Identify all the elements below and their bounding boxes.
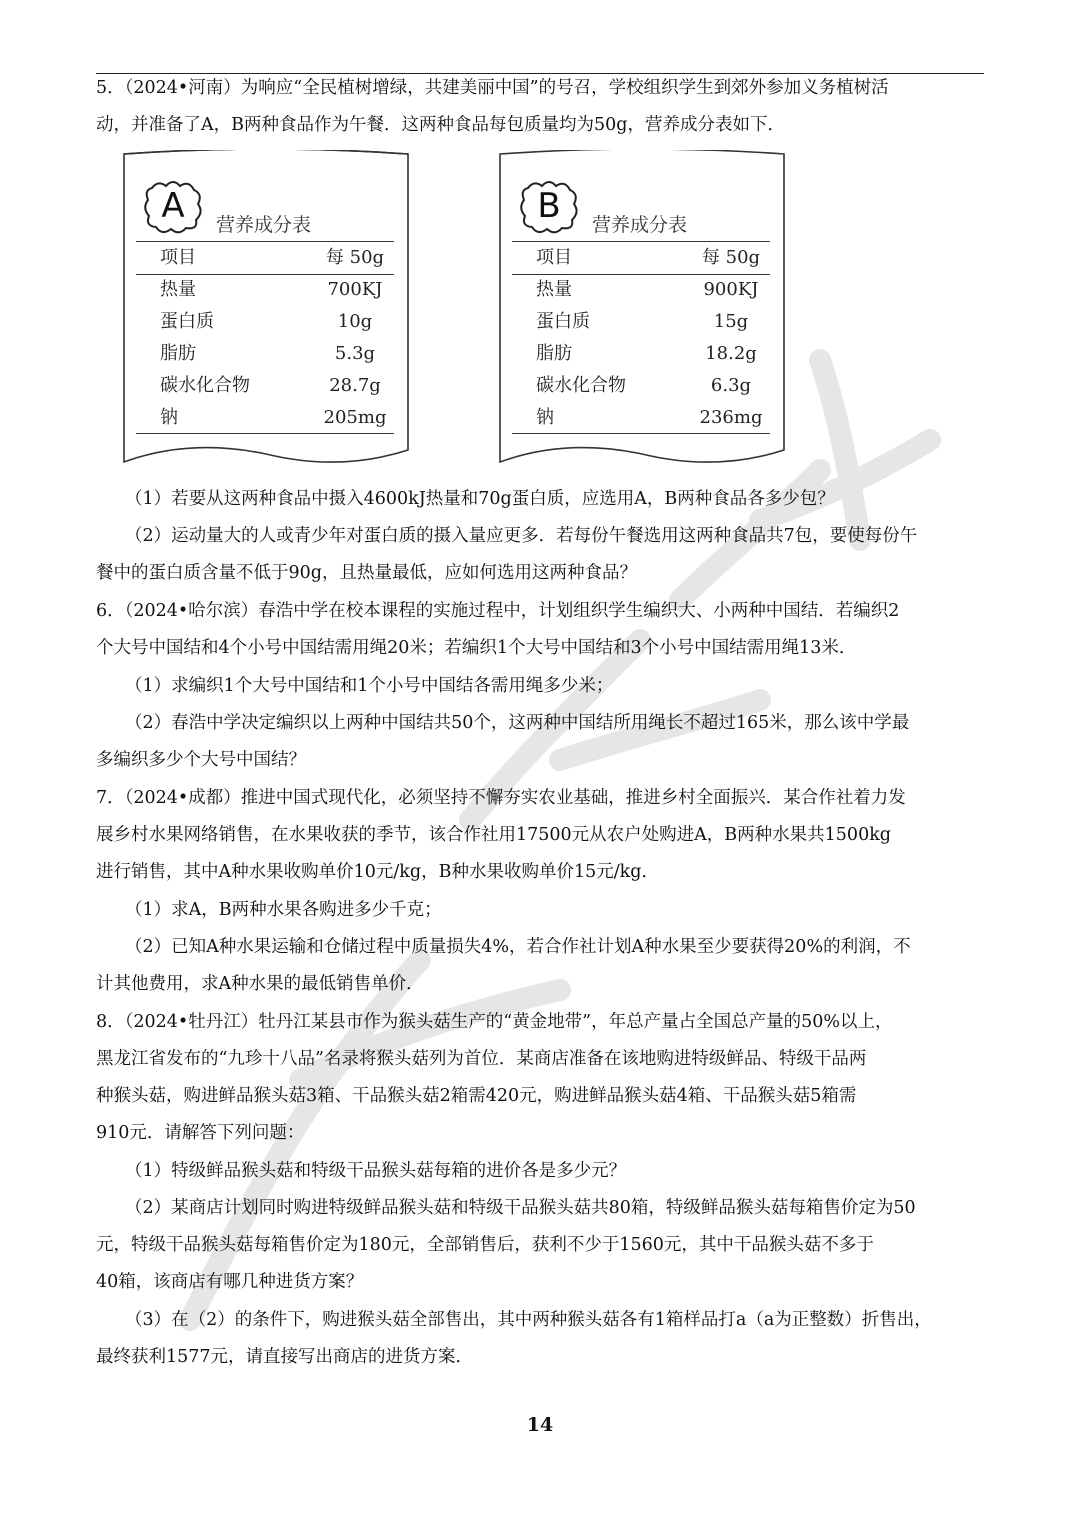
q8-sub2-line3: 40箱，该商店有哪几种进货方案？ [96, 1272, 364, 1292]
q8-line4: 910元．请解答下列问题： [96, 1123, 305, 1143]
q8-sub2-line2: 元，特级干品猴头菇每箱售价定为180元，全部销售后，获利不少于1560元，其中干品猴头菇不多于 [96, 1235, 874, 1255]
q6-sub2-line1: （2）春浩中学决定编织以上两种中国结共50个，这两种中国结所用绳长不超过165米，那么该中学最 [125, 713, 910, 733]
header-value: 每 50g [325, 247, 385, 268]
q6-line1: 6．（2024•哈尔滨）春浩中学在校本课程的实施过程中，计划组织学生编织大、小两种中国结．若编织2 [96, 601, 900, 621]
q5-sub2-line1: （2）运动量大的人或青少年对蛋白质的摄入量应更多．若每份午餐选用这两种食品共7包，要使每份午 [125, 526, 918, 546]
q7-sub2-line1: （2）已知A种水果运输和仓储过程中质量损失4%，若合作社计划A种水果至少要获得20%的利润，不 [125, 937, 911, 957]
card-rule [512, 241, 770, 242]
card-title: 营养成分表 [216, 214, 312, 236]
row-value: 10g [337, 311, 373, 332]
top-rule [96, 73, 984, 74]
row-value: 700KJ [327, 279, 383, 300]
row-value: 900KJ [703, 279, 759, 300]
q8-line3: 种猴头菇，购进鲜品猴头菇3箱、干品猴头菇2箱需420元，购进鲜品猴头菇4箱、干品猴头菇5箱需 [96, 1086, 857, 1106]
q6-line2: 个大号中国结和4个小号中国结需用绳20米；若编织1个大号中国结和3个小号中国结需用绳13米． [96, 638, 857, 658]
page-number: 14 [526, 1414, 554, 1436]
nutrition-card-b [496, 150, 788, 468]
row-key: 脂肪 [536, 343, 572, 364]
row-value: 236mg [699, 407, 763, 428]
card-title: 营养成分表 [592, 214, 688, 236]
header-value: 每 50g [701, 247, 761, 268]
row-value: 5.3g [334, 343, 376, 364]
header-key: 项目 [160, 247, 196, 268]
q5-sub2-line2: 餐中的蛋白质含量不低于90g，且热量最低，应如何选用这两种食品？ [96, 563, 637, 583]
row-value: 28.7g [329, 375, 381, 396]
card-letter: B [537, 186, 561, 226]
card-rule [136, 274, 394, 275]
header-key: 项目 [536, 247, 572, 268]
card-rule [136, 241, 394, 242]
row-key: 脂肪 [160, 343, 196, 364]
q7-line3: 进行销售，其中A种水果收购单价10元/kg，B种水果收购单价15元/kg． [96, 862, 659, 882]
card-rule [512, 433, 770, 434]
q5-line2: 动，并准备了A，B两种食品作为午餐．这两种食品每包质量均为50g，营养成分表如下． [96, 115, 785, 135]
card-rule [512, 274, 770, 275]
q6-sub1: （1）求编织1个大号中国结和1个小号中国结各需用绳多少米； [125, 676, 614, 696]
nutrition-card-a [120, 150, 412, 468]
q8-sub2-line1: （2）某商店计划同时购进特级鲜品猴头菇和特级干品猴头菇共80箱，特级鲜品猴头菇每箱售价定为50 [125, 1198, 916, 1218]
q8-sub3-line2: 最终获利1577元，请直接写出商店的进货方案． [96, 1347, 474, 1367]
row-value: 15g [713, 311, 749, 332]
q8-sub3-line1: （3）在（2）的条件下，购进猴头菇全部售出，其中两种猴头菇各有1箱样品打a（a为正整数）折售出， [125, 1310, 932, 1330]
row-value: 205mg [323, 407, 387, 428]
row-key: 蛋白质 [160, 311, 214, 332]
row-key: 钠 [160, 407, 178, 428]
q7-line2: 展乡村水果网络销售，在水果收获的季节，该合作社用17500元从农户处购进A，B两种水果共1500kg [96, 825, 892, 845]
row-value: 6.3g [710, 375, 752, 396]
row-key: 热量 [160, 279, 196, 300]
q8-sub1: （1）特级鲜品猴头菇和特级干品猴头菇每箱的进价各是多少元？ [125, 1161, 627, 1181]
q5-line1: 5．（2024•河南）为响应“全民植树增绿，共建美丽中国”的号召，学校组织学生到郊外参加义务植树活 [96, 78, 889, 98]
q5-sub1: （1）若要从这两种食品中摄入4600kJ热量和70g蛋白质，应选用A，B两种食品各多少包？ [125, 489, 835, 509]
row-key: 碳水化合物 [160, 375, 250, 396]
row-key: 碳水化合物 [536, 375, 626, 396]
card-letter: A [161, 186, 185, 226]
row-key: 钠 [536, 407, 554, 428]
q8-line1: 8．（2024•牡丹江）牡丹江某县市作为猴头菇生产的“黄金地带”，年总产量占全国总产量的50%以上， [96, 1012, 893, 1032]
row-value: 18.2g [705, 343, 757, 364]
q7-line1: 7．（2024•成都）推进中国式现代化，必须坚持不懈夯实农业基础，推进乡村全面振兴．某合作社着力发 [96, 788, 906, 808]
q8-line2: 黑龙江省发布的“九珍十八品”名录将猴头菇列为首位．某商店准备在该地购进特级鲜品、特级干品两 [96, 1049, 867, 1069]
q7-sub1: （1）求A，B两种水果各购进多少千克； [125, 900, 442, 920]
card-rule [136, 433, 394, 434]
q6-sub2-line2: 多编织多少个大号中国结？ [96, 750, 306, 770]
row-key: 热量 [536, 279, 572, 300]
row-key: 蛋白质 [536, 311, 590, 332]
q7-sub2-line2: 计其他费用，求A种水果的最低销售单价． [96, 974, 424, 994]
